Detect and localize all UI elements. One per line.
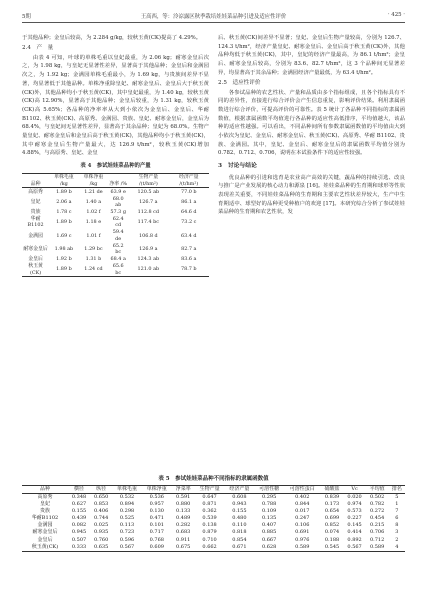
table-cell: 0.723 — [119, 529, 135, 536]
table-cell: 59.4 de — [112, 229, 124, 242]
variety-cell: 秋玉黄(CK) — [31, 543, 59, 550]
table-cell: 124.3 ab — [137, 256, 160, 263]
table-row — [22, 216, 209, 229]
variety-cell: 秋玉黄(CK) — [28, 263, 43, 276]
table-cell: 0.020 — [347, 494, 362, 500]
table4-header: 单株毛重 /kg — [49, 173, 79, 187]
variety-cell: 贵族 — [30, 208, 41, 215]
table-cell: 0.911 — [176, 536, 191, 543]
table-cell: 0.667 — [261, 536, 277, 543]
table-cell: 0.635 — [93, 543, 109, 550]
table5-header: 排名 — [389, 486, 405, 494]
table-cell: 0.215 — [369, 522, 385, 529]
table-cell: 1.01 f — [86, 232, 101, 239]
table-cell: 0.130 — [149, 508, 164, 515]
table-cell: 83.6 a — [181, 256, 197, 263]
table-cell: 1.31 b — [85, 256, 102, 263]
table5-header: 净菜率 — [172, 486, 195, 494]
paragraph-discussion: 优良品种的引进和选育是农业高产高效的关键，蔬品种的持续引选、改良与推广是产业发展的核心动力和源泉 [16]。娃娃菜品种的生育期和球形等性状表现差关重要，不同娃娃菜品种的生育期和主要农艺性状差异较大，生产中生育期适中、球型好的品种更受种植户的欢迎 [17]。本研究综合分析了参试娃娃菜品种的生育期和农艺性状，发 — [218, 174, 405, 216]
table-cell: 126.9 a — [139, 245, 158, 252]
page-number: · 425 · — [387, 12, 405, 18]
table4-header: 经济产量 /(t/hm²) — [169, 173, 209, 187]
table-cell: 1.21 de — [84, 188, 103, 195]
paragraph-quality-end: 于其他品种；金皇后较高，为 2.284 g/kg，较秋玉黄(CK)提高了 4.29%。 — [22, 35, 202, 41]
table-cell: 0.744 — [93, 515, 109, 522]
table5 — [22, 485, 405, 552]
table-cell: 65.6 bc — [112, 263, 124, 276]
table-cell: 0.880 — [176, 501, 191, 508]
table-cell: 0.627 — [71, 501, 87, 508]
table4-header: 单株净重 /kg — [79, 173, 109, 187]
table-row — [22, 501, 405, 508]
table5-header: 纵径 — [90, 486, 112, 494]
table-cell: 0.717 — [149, 529, 164, 536]
table-cell: 0.227 — [347, 515, 362, 522]
table-cell: 0.101 — [149, 522, 164, 529]
table-cell: 1.69 c — [56, 232, 72, 239]
table-cell: 68.4 a — [110, 256, 126, 263]
table5-header: Vc — [344, 486, 366, 494]
table-cell: 106.8 d — [139, 232, 158, 239]
table-cell: 0.406 — [93, 508, 109, 515]
table-cell: 0.609 — [149, 543, 164, 550]
table-cell: 0.596 — [119, 536, 135, 543]
table5-header: 生物产量 — [195, 486, 225, 494]
table-cell: 1.89 b — [56, 219, 72, 226]
table5-header: 单株毛重 — [112, 486, 142, 494]
variety-cell: 高原秀 — [28, 188, 43, 195]
table-cell: 2 — [395, 536, 399, 543]
variety-cell: 高原秀 — [37, 494, 53, 500]
table-cell: 0.502 — [369, 494, 385, 500]
table-row — [22, 544, 405, 552]
table-cell: 0.247 — [295, 515, 310, 522]
table-cell: 120.5 ab — [137, 188, 160, 195]
table-cell: 77.0 b — [180, 188, 197, 195]
table-cell: 0.282 — [176, 522, 191, 529]
table-cell: 0.957 — [149, 501, 164, 508]
table-row — [22, 256, 209, 263]
table-cell: 0.545 — [324, 543, 340, 550]
table-cell: 0.567 — [119, 543, 135, 550]
table-row — [22, 537, 405, 544]
table-cell: 0.106 — [295, 522, 310, 529]
table-cell: 0.333 — [71, 543, 87, 550]
section-title-yield: 2.4 产 量 — [22, 44, 54, 51]
table5-block — [22, 474, 405, 552]
table-cell: 3 — [395, 529, 399, 536]
table-cell: 0.471 — [149, 515, 164, 522]
table-cell: 0.414 — [347, 529, 362, 536]
table5-header: 经济产量 — [224, 486, 254, 494]
table-cell: 0.818 — [232, 529, 247, 536]
table-cell: 0.567 — [347, 543, 362, 550]
table-cell: 0.188 — [324, 536, 340, 543]
variety-cell: 贵族 — [39, 508, 50, 515]
table-cell: 117.4 bc — [137, 219, 160, 226]
table-row — [22, 209, 209, 216]
table-row — [22, 242, 209, 255]
table4-header: 净率 /% — [108, 173, 128, 187]
table-cell: 0.853 — [93, 501, 109, 508]
table-cell: 63.4 d — [180, 232, 197, 239]
table-cell: 0.871 — [202, 501, 217, 508]
section-title-adaptability: 2.5 适应性评价 — [218, 79, 261, 86]
table5-header: 品种 — [22, 486, 68, 494]
table-cell: 0.155 — [71, 508, 87, 515]
left-column — [22, 34, 209, 277]
table4-header-row — [22, 173, 209, 187]
table-cell: 2.06 a — [56, 198, 72, 205]
variety-cell: 金皇后 — [28, 256, 43, 263]
table-cell: 0.662 — [202, 543, 217, 550]
table-cell: 1.29 bc — [84, 245, 103, 252]
table5-header: 可溶性糖 — [254, 486, 284, 494]
header-rule — [22, 22, 405, 23]
table-cell: 0.628 — [261, 543, 277, 550]
table-cell: 0.145 — [347, 522, 362, 529]
table-cell: 0.135 — [261, 515, 277, 522]
section-title-discussion: 3 讨论与结论 — [218, 163, 257, 170]
table-cell: 1.02 f — [86, 208, 101, 215]
table-cell: 0.945 — [71, 529, 87, 536]
variety-cell: 耐寒金皇后 — [23, 245, 48, 252]
table-cell: 0.671 — [232, 543, 247, 550]
variety-cell: 耐寒金皇后 — [32, 529, 58, 536]
table-cell: 0.879 — [202, 529, 217, 536]
table-cell: 0.608 — [232, 494, 247, 500]
variety-cell: 金满园 — [37, 522, 53, 529]
paragraph-yield: 由表 4 可知，叶球的单株毛重以皇妃最重，为 2.06 kg；耐寒金皇后次之，为 1.98 kg，与皇妃无显著性差异，显著高于其他品种；金皇后和金满园次之，为 1.92 kg；金满园单株毛重最小，为 1.69 kg，与贵族间差异不显著，均显著低于其他品种。单株净重除皇妃、耐寒金皇后、金皇后大于秋玉黄(CK)外，其他品种均小于秋玉黄(CK)，其中皇妃最重，为 1.40 kg，较秋玉黄(CK)高 12.90%，显著高于其他品种；金皇后较重，为 1.31 kg，较秋玉黄(CK)高 5.65%；各品种的净率率从大到小依次为金皇后、金皇后、华耐 B1102、秋玉黄(CK)、高原秀、金满园、贵族、皇妃、耐寒金皇后，金皇后为 68.4%，与皇妃间无显著性差异，显著高于其余品种；皇妃为 68.0%。生物产量皇妃、耐寒金皇后和金皇后高于秋玉黄(CK)，其他品种均小于秋玉黄(CK)，其中耐寒金皇后生物产量最大，达 126.9 t/hm²，较秋玉黄(CK)增加 4.88%，与高原秀、皇妃、金皇 — [22, 54, 209, 157]
table-cell: 1 — [395, 501, 399, 508]
table-cell: 0.402 — [295, 494, 310, 500]
table-cell: 64.6 d — [180, 208, 197, 215]
table-cell: 0.943 — [232, 501, 247, 508]
table-cell: 0.138 — [202, 522, 217, 529]
variety-cell: 金满园 — [28, 232, 43, 239]
table-cell: 0.489 — [176, 515, 191, 522]
table-cell: 121.0 ab — [137, 266, 160, 273]
table-cell: 0.699 — [324, 515, 340, 522]
table-row — [22, 494, 405, 502]
table-cell: 0.691 — [295, 529, 310, 536]
table-cell: 62.4 cd — [112, 215, 124, 229]
table-cell: 0.760 — [93, 536, 109, 543]
table-cell: 0.712 — [369, 536, 385, 543]
table-cell: 0.439 — [71, 515, 87, 522]
table-cell: 0.768 — [149, 536, 164, 543]
table4 — [22, 173, 209, 277]
paragraph-adaptability: 各参试品种的农艺性状、产量和品质由多个指标组成，且各个指标具有不同的差异性，直接进行综合评价会产生信息重复，影响评价结果。利用隶属函数进行综合评价，可提高评价的可靠性。表 5 统计了各品种不同指标的隶属函数值，根据隶属函数平均值进行各品种的适应性高低排序，平均值越大，该品种的适应性越强。可以看出，不同品种间所有参数隶属函数值的平均值由大到小依次为皇妃、金皇后、耐寒金皇后、秋玉黄(CK)、高原秀、华耐 B1102、贵族、金满园。其中，皇妃、金皇后、耐寒金皇后的隶属函数平均值分别为 0.782、0.712、0.706，说明在本试验条件下的适应性较强。 — [218, 89, 405, 157]
table-cell: 0.074 — [324, 529, 340, 536]
table-cell: 112.8 cd — [137, 208, 160, 215]
table-cell: 0.017 — [295, 508, 310, 515]
table-cell: 0.173 — [324, 501, 340, 508]
table-cell: 0.133 — [176, 508, 191, 515]
variety-cell: 金皇后 — [37, 536, 53, 543]
table-cell: 1.92 b — [56, 256, 72, 263]
table-cell: 0.573 — [347, 508, 362, 515]
table-cell: 1.89 b — [56, 266, 72, 273]
variety-cell: 华耐B1102 — [27, 215, 44, 229]
table4-caption: 表 4 参试娃娃菜品种的产量 — [80, 163, 151, 170]
table-cell: 0.591 — [176, 494, 191, 500]
table-cell: 0.362 — [202, 508, 217, 515]
table-cell: 0.654 — [324, 508, 340, 515]
running-title: 王高西，等：泠凉露区秋季栽培娃娃菜品种引进及适应性评价 — [140, 14, 287, 20]
table4-header: 生物产量 /(t/hm²) — [128, 173, 168, 187]
table-cell: 0.839 — [324, 494, 340, 500]
table5-header-row — [22, 486, 405, 494]
table-cell: 0.706 — [369, 529, 385, 536]
table-cell: 8 — [395, 522, 399, 529]
table-cell: 0.113 — [119, 522, 135, 529]
table-cell: 6 — [395, 515, 399, 522]
right-column — [218, 34, 405, 217]
table-cell: 82.7 a — [181, 245, 197, 252]
table-cell: 0.348 — [71, 494, 87, 500]
table-cell: 0.894 — [119, 501, 135, 508]
table-cell: 73.2 c — [181, 219, 197, 226]
table-cell: 1.78 c — [56, 208, 72, 215]
table-cell: 0.407 — [261, 522, 277, 529]
table-cell: 0.885 — [261, 529, 277, 536]
table-row — [22, 195, 209, 208]
table-cell: 0.852 — [324, 522, 340, 529]
table-cell: 0.650 — [93, 494, 109, 500]
table-row — [22, 529, 405, 536]
table-cell: 0.589 — [369, 543, 385, 550]
table-cell: 1.98 ab — [54, 245, 74, 252]
issue-label: 5期 — [22, 14, 31, 20]
table-cell: 0.272 — [369, 508, 385, 515]
table-row — [22, 263, 209, 277]
table-cell: 86.1 a — [181, 198, 197, 205]
table-cell: 0.480 — [232, 515, 247, 522]
table-cell: 65.2 bc — [112, 242, 124, 256]
table-row — [22, 188, 209, 196]
table-cell: 0.675 — [176, 543, 191, 550]
table-row — [22, 508, 405, 515]
table-cell: 1.40 a — [85, 198, 102, 205]
table-cell: 0.589 — [295, 543, 310, 550]
table-cell: 0.788 — [261, 501, 277, 508]
table-cell: 0.974 — [347, 501, 362, 508]
variety-cell: 皇妃 — [39, 501, 50, 508]
variety-cell: 华耐B1102 — [31, 515, 59, 522]
table-cell: 0.109 — [261, 508, 277, 515]
table-cell: 0.025 — [93, 522, 109, 529]
table5-header: 可溶性蛋白 — [284, 486, 321, 494]
table-cell: 0.536 — [149, 494, 164, 500]
table-cell: 0.854 — [232, 536, 247, 543]
table-cell: 0.647 — [202, 494, 217, 500]
table-cell: 0.295 — [261, 494, 277, 500]
table-cell: 0.532 — [119, 494, 135, 500]
table-cell: 0.844 — [295, 501, 310, 508]
table-cell: 0.782 — [369, 501, 385, 508]
table-cell: 68.0 ab — [112, 195, 124, 208]
table-cell: 78.7 b — [180, 266, 197, 273]
table5-caption: 表 5 参试娃娃菜品种不同指标的隶属函数值 — [158, 476, 269, 482]
table-cell: 5 — [395, 494, 399, 500]
table-cell: 0.935 — [93, 529, 109, 536]
table-cell: 0.525 — [119, 515, 135, 522]
table-cell: 0.082 — [71, 522, 87, 529]
table-cell: 0.710 — [202, 536, 217, 543]
table4-body — [22, 188, 209, 277]
table-cell: 1.18 e — [85, 219, 102, 226]
table-cell: 0.683 — [176, 529, 191, 536]
table5-header: 单株净重 — [142, 486, 172, 494]
paragraph-yield-continued: 后、秋玉黄(CK)间差异不显著；皇妃、金皇后生物产量较高，分别为 126.7、124.3 t/hm²，经济产量皇妃、耐寒金皇后、金皇后高于秋玉黄(CK)外，其他品种均低于秋玉黄(CK)，其中，皇妃的经济产量最高，为 86.1 t/hm²；金皇后、耐寒金皇后较高，分别为 83.6、82.7 t/hm²，这 3 个品种间无显著差异，均显著高于其余品种；金满园经济产量最低，为 63.4 t/hm²。 — [218, 35, 405, 76]
table5-body — [22, 494, 405, 552]
table-cell: 0.892 — [347, 536, 362, 543]
table-cell: 4 — [395, 543, 399, 550]
table-cell: 7 — [395, 508, 399, 515]
table-cell: 63.9 e — [110, 188, 126, 195]
table-cell: 126.7 a — [139, 198, 158, 205]
table-row — [22, 229, 209, 242]
table4-header: 品种 — [22, 173, 49, 187]
table-cell: 0.155 — [232, 508, 247, 515]
table-row — [22, 522, 405, 529]
table-cell: 0.110 — [232, 522, 247, 529]
table-cell: 0.454 — [369, 515, 385, 522]
variety-cell: 皇妃 — [30, 198, 41, 205]
table-cell: 1.89 b — [56, 188, 72, 195]
table-cell: 57.3 g — [110, 208, 126, 215]
table-cell: 0.539 — [202, 515, 217, 522]
table-cell: 1.24 cd — [84, 266, 103, 273]
table5-header: 横径 — [68, 486, 90, 494]
table5-header: 硝酸盐 — [321, 486, 344, 494]
table-cell: 0.507 — [71, 536, 87, 543]
table-row — [22, 515, 405, 522]
table-cell: 0.298 — [119, 508, 135, 515]
table-cell: 0.976 — [295, 536, 310, 543]
table5-header: 平均值 — [366, 486, 389, 494]
